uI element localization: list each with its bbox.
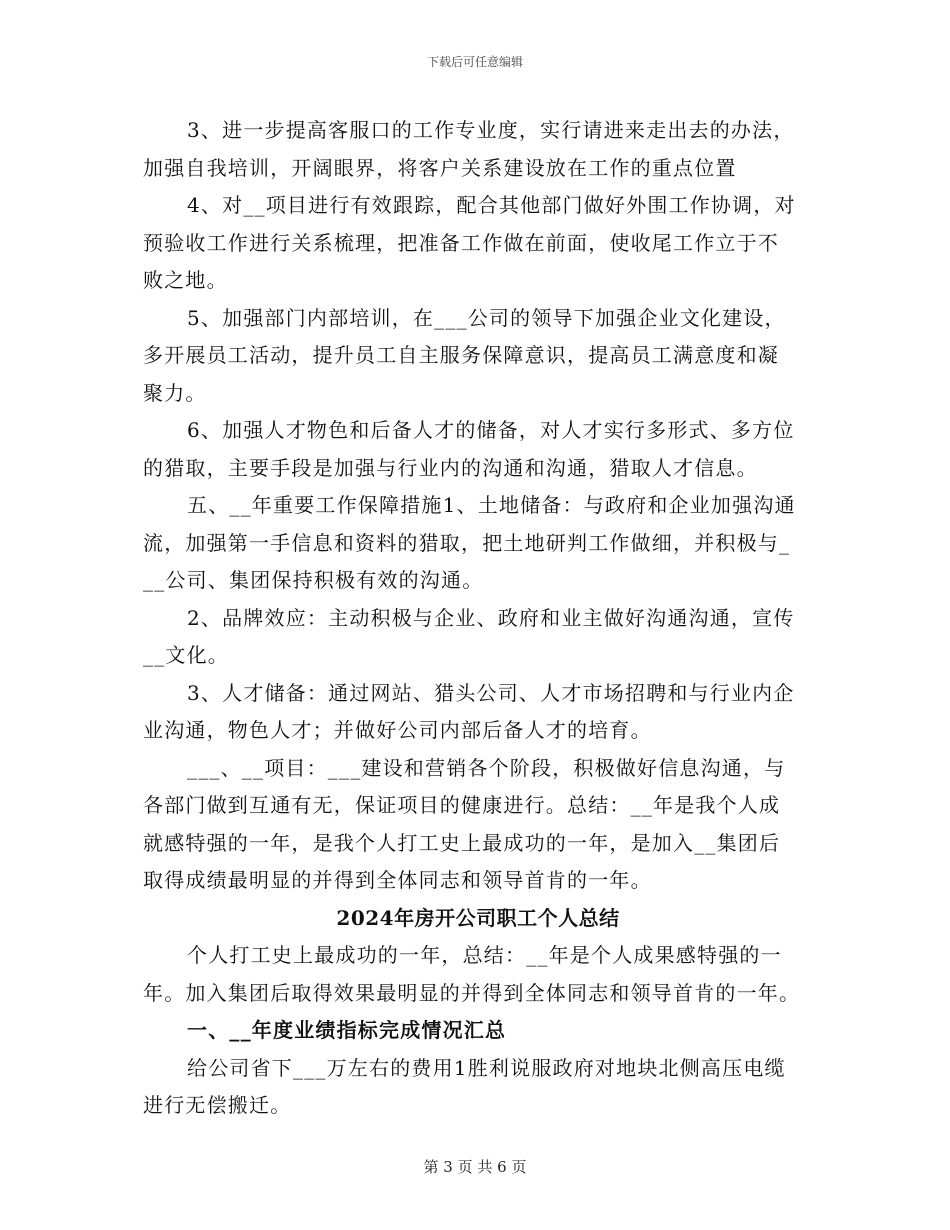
text-line: 4、对__项目进行有效跟踪，配合其他部门做好外围工作协调，对 [187, 193, 796, 217]
paragraph-group [143, 1050, 813, 1125]
text-line: 败之地。 [143, 268, 228, 292]
text-line: 就感特强的一年，是我个人打工史上最成功的一年，是加入__集团后 [143, 830, 781, 855]
text-line: 进行无偿搬迁。 [143, 1093, 292, 1117]
paragraph-group [143, 112, 813, 900]
text-line: 五、__年重要工作保障措施1、土地储备：与政府和企业加强沟通 [187, 493, 796, 517]
text-line: 加强自我培训，开阔眼界，将客户关系建设放在工作的重点位置 [143, 155, 737, 180]
paragraph [143, 937, 813, 1012]
paragraph [143, 487, 813, 600]
paragraph [143, 412, 813, 487]
paragraph [143, 600, 813, 675]
text-line: 各部门做到互通有无，保证项目的健康进行。总结：__年是我个人成 [143, 793, 781, 817]
document-title: 2024年房开公司职工个人总结 [336, 905, 620, 930]
paragraph [143, 300, 813, 413]
paragraph [143, 675, 813, 750]
paragraph [143, 112, 813, 187]
text-line: 3、进一步提高客服口的工作专业度，实行请进来走出去的办法， [187, 118, 795, 142]
text-line: 预验收工作进行关系梳理，把准备工作做在前面，使收尾工作立于不 [143, 230, 779, 255]
text-line: ___、__项目：___建设和营销各个阶段，积极做好信息沟通，与 [187, 755, 786, 780]
text-line: 个人打工史上最成功的一年，总结：__年是个人成果感特强的一 [187, 943, 782, 967]
page-header: 下载后可任意编辑 [426, 55, 523, 69]
document-body [143, 112, 813, 1125]
text-line: 5、加强部门内部培训，在___公司的领导下加强企业文化建设， [187, 305, 786, 330]
text-line: 取得成绩最明显的并得到全体同志和领导首肯的一年。 [143, 868, 652, 892]
text-line: 流，加强第一手信息和资料的猎取，把土地研判工作做细，并积极与_ [143, 530, 791, 555]
text-line: 多开展员工活动，提升员工自主服务保障意识，提高员工满意度和凝 [143, 343, 779, 367]
paragraph [143, 750, 813, 900]
text-line: 聚力。 [143, 380, 207, 405]
page-footer: 第 3 页 共 6 页 [423, 1158, 527, 1176]
paragraph [143, 187, 813, 300]
text-line: 的猎取，主要手段是加强与行业内的沟通和沟通，猎取人才信息。 [143, 455, 758, 480]
paragraph [143, 1050, 813, 1125]
paragraph-group [143, 937, 813, 1012]
section-heading: 一、__年度业绩指标完成情况汇总 [187, 1018, 507, 1042]
text-line: 业沟通，物色人才；并做好公司内部后备人才的培育。 [143, 718, 652, 742]
text-line: 年。加入集团后取得效果最明显的并得到全体同志和领导首肯的一年。 [143, 980, 801, 1005]
text-line: __文化。 [143, 643, 229, 667]
text-line: 2、品牌效应：主动积极与企业、政府和业主做好沟通沟通，宣传 [187, 605, 795, 630]
text-line: __公司、集团保持积极有效的沟通。 [143, 568, 484, 592]
text-line: 6、加强人才物色和后备人才的储备，对人才实行多形式、多方位 [187, 418, 795, 442]
text-line: 给公司省下___万左右的费用1胜利说服政府对地块北侧高压电缆 [187, 1055, 786, 1080]
text-line: 3、人才储备：通过网站、猎头公司、人才市场招聘和与行业内企 [187, 680, 795, 705]
